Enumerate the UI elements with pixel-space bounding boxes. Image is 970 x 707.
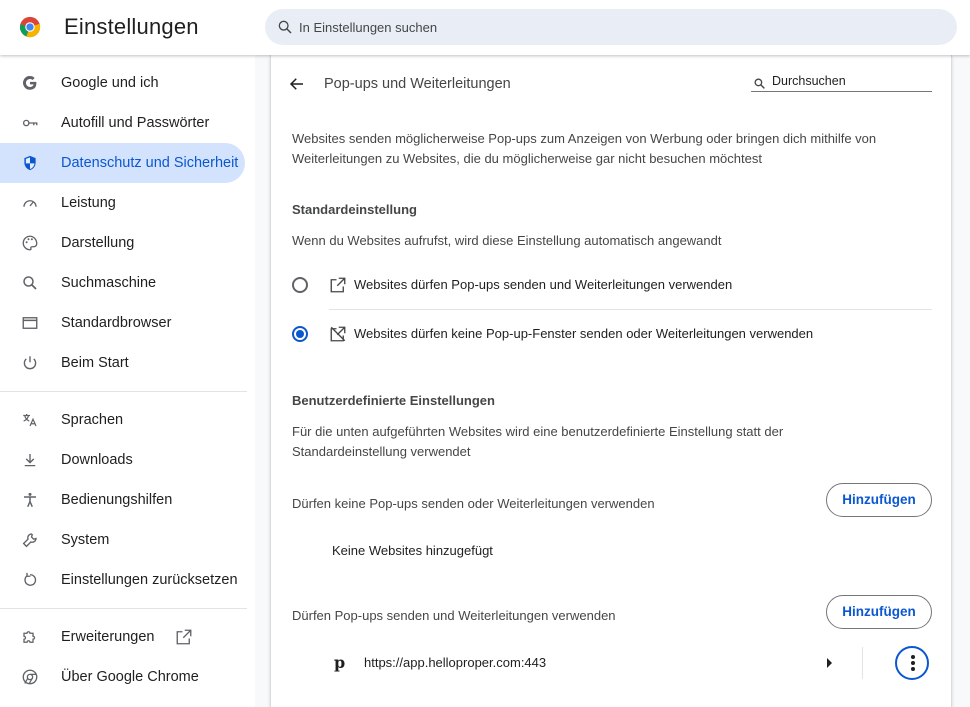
open-in-new-icon: [329, 276, 347, 294]
site-favicon: p: [334, 653, 346, 672]
search-placeholder: In Einstellungen suchen: [299, 20, 438, 35]
page-search-label: Durchsuchen: [772, 74, 846, 88]
radio-label: Websites dürfen Pop-ups senden und Weiterleitungen verwenden: [354, 277, 733, 292]
sidebar-item-privacy[interactable]: [0, 143, 245, 183]
sidebar-item-label: Suchmaschine: [61, 275, 157, 291]
app-header: [0, 0, 970, 55]
row-separator: [329, 309, 932, 310]
block-list-label: Dürfen keine Pop-ups senden oder Weiterleitungen verwenden: [292, 496, 655, 511]
sidebar-item-label: Leistung: [61, 195, 116, 211]
default-heading: Standardeinstellung: [292, 202, 417, 217]
sidebar-item-accessibility[interactable]: [0, 480, 245, 520]
sidebar-item-default-browser[interactable]: [0, 303, 245, 343]
page-search-input[interactable]: [751, 73, 932, 92]
search-icon: [277, 19, 293, 35]
app-title: Einstellungen: [64, 14, 199, 39]
radio-allow-popups[interactable]: [292, 265, 932, 305]
speedometer-icon: [21, 194, 39, 212]
sidebar-item-google[interactable]: [0, 63, 245, 103]
back-arrow-icon[interactable]: [288, 75, 306, 93]
custom-heading: Benutzerdefinierte Einstellungen: [292, 393, 495, 408]
custom-subtext: Für die unten aufgeführten Websites wird eine benutzerdefinierte Einstellung statt der Standardeinstellung verwendet: [292, 424, 784, 459]
accessibility-icon: [21, 491, 39, 509]
google-icon: [21, 74, 39, 92]
sidebar-item-label: Datenschutz und Sicherheit: [61, 155, 239, 171]
palette-icon: [21, 234, 39, 252]
add-block-site-button[interactable]: Hinzufügen: [826, 483, 932, 517]
add-allow-site-button[interactable]: Hinzufügen: [826, 595, 932, 629]
translate-icon: [21, 411, 39, 429]
browser-window-icon: [21, 314, 39, 332]
more-actions-button[interactable]: [895, 646, 929, 680]
expand-arrow-icon[interactable]: [827, 658, 832, 668]
chrome-logo-icon: [19, 16, 41, 38]
sidebar-divider: [0, 391, 247, 392]
sidebar-item-label: Standardbrowser: [61, 315, 172, 331]
allow-list-label: Dürfen Pop-ups senden und Weiterleitungen verwenden: [292, 608, 616, 623]
settings-card: [270, 55, 952, 707]
external-link-icon: [175, 628, 193, 646]
radio-button[interactable]: [292, 277, 308, 293]
page-description: Websites senden möglicherweise Pop-ups zum Anzeigen von Werbung oder bringen dich mithilfe von Weiterleitungen zu Websites, die du möglicherweise gar nicht besuchen möchtest: [292, 131, 877, 166]
power-icon: [21, 354, 39, 372]
chrome-icon: [21, 668, 39, 686]
sidebar-item-label: Google und ich: [61, 75, 159, 91]
reset-icon: [21, 571, 39, 589]
row-divider: [862, 647, 863, 679]
sidebar-item-about-chrome[interactable]: [0, 657, 245, 697]
sidebar-item-label: Einstellungen zurücksetzen: [61, 572, 238, 588]
radio-label: Websites dürfen keine Pop-up-Fenster senden oder Weiterleitungen verwenden: [354, 326, 814, 341]
sidebar-item-label: Sprachen: [61, 412, 124, 428]
puzzle-icon: [21, 628, 39, 646]
sidebar-item-label: Erweiterungen: [61, 629, 155, 645]
download-icon: [21, 451, 39, 469]
sidebar: [0, 55, 255, 707]
sidebar-item-on-startup[interactable]: [0, 343, 245, 383]
popup-blocked-icon: [329, 325, 347, 343]
sidebar-item-label: System: [61, 532, 110, 548]
sidebar-item-search-engine[interactable]: [0, 263, 245, 303]
sidebar-item-reset[interactable]: [0, 560, 245, 600]
sidebar-item-extensions[interactable]: [0, 617, 245, 657]
sidebar-item-label: Autofill und Passwörter: [61, 115, 210, 131]
sidebar-item-label: Bedienungshilfen: [61, 492, 173, 508]
sidebar-divider: [0, 608, 247, 609]
sidebar-item-appearance[interactable]: [0, 223, 245, 263]
wrench-icon: [21, 531, 39, 549]
sidebar-item-languages[interactable]: [0, 400, 245, 440]
sidebar-item-label: Beim Start: [61, 355, 129, 371]
sidebar-item-autofill[interactable]: [0, 103, 245, 143]
sidebar-item-performance[interactable]: [0, 183, 245, 223]
page-title: Pop-ups und Weiterleitungen: [324, 76, 511, 92]
sidebar-item-label: Über Google Chrome: [61, 669, 199, 685]
sidebar-item-downloads[interactable]: [0, 440, 245, 480]
shield-icon: [21, 154, 39, 172]
site-url: https://app.helloproper.com:443: [364, 655, 547, 670]
radio-block-popups[interactable]: [292, 314, 932, 354]
search-icon: [21, 274, 39, 292]
settings-search-input[interactable]: [265, 9, 957, 45]
search-icon: [753, 77, 766, 90]
sidebar-item-label: Darstellung: [61, 235, 135, 251]
default-subtext: Wenn du Websites aufrufst, wird diese Einstellung automatisch angewandt: [292, 233, 722, 248]
key-icon: [21, 114, 39, 132]
sidebar-item-label: Downloads: [61, 452, 133, 468]
site-list-item[interactable]: [292, 643, 932, 683]
radio-button-checked[interactable]: [292, 326, 308, 342]
block-list-empty-text: Keine Websites hinzugefügt: [332, 543, 493, 558]
sidebar-item-system[interactable]: [0, 520, 245, 560]
